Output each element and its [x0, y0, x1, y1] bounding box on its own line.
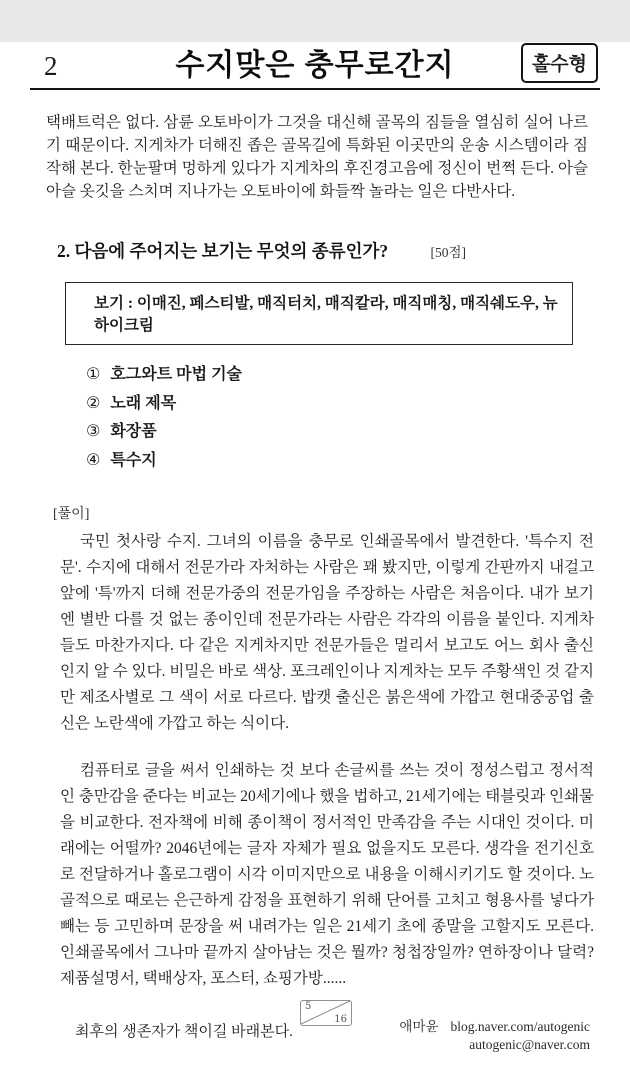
answer-option-4 [86, 446, 630, 475]
option-2-label: 노래 제목 [110, 394, 177, 412]
exam-type-badge: 홀수형 [521, 43, 598, 83]
page-header [30, 42, 600, 90]
answer-options [86, 360, 630, 474]
closing-remark: 최후의 생존자가 책이길 바래본다. [75, 1024, 293, 1040]
author-line [399, 1018, 590, 1036]
solution-paragraph-2: 컴퓨터로 글을 써서 인쇄하는 것 보다 손글씨를 쓰는 것이 정성스럽고 정서적인 충만감을 준다는 비교는 20세기에나 했을 법하고, 21세기에는 태블릿과 인쇄물을 비교한다. 전자책에 비해 종이책이 정서적인 만족감을 주는 시대인 것이다. 미래에는 어떨까? 2046년에는 글자 자체가 필요 없을지도 모른다. 생각을 전기신호로 전달하거나 홀로그램이 시각 이미지만으로 내용을 이해시키기도 할 것이다. 노골적으로 때로는 은근하게 감정을 표현하기 위해 단어를 고치고 형용사를 넣다가 빼는 등 고민하며 문장을 써 내려가는 일은 21세기 초에 종말을 고할지도 모른다. 인쇄골목에서 그나마 끝까지 살아남는 것은 뭘까? 청첩장일까? 연하장이나 달력? 제품설명서, 택배상자, 포스터, 쇼핑가방...... [60, 762, 594, 987]
option-4-label: 특수지 [110, 451, 157, 469]
answer-option-1 [86, 360, 630, 389]
page-position-indicator [300, 1000, 352, 1026]
author-block [399, 1018, 590, 1054]
example-choices-box: 보기 : 이매진, 페스티발, 매직터치, 매직칼라, 매직매칭, 매직쉐도우, 뉴하이크림 [65, 282, 573, 345]
total-page-count: 16 [334, 1014, 347, 1025]
option-3-marker: ③ [86, 421, 101, 440]
author-name: 애마윤 [399, 1019, 439, 1034]
page-title: 수지맞은 충무로간지 [175, 49, 455, 82]
current-page-count: 5 [305, 1001, 312, 1012]
answer-option-2 [86, 389, 630, 418]
option-4-marker: ④ [86, 449, 101, 469]
intro-paragraph: 택배트럭은 없다. 삼륜 오토바이가 그것을 대신해 골목의 짐들을 열심히 실어 나르기 때문이다. 지게차가 더해진 좁은 골목길에 특화된 이곳만의 운송 시스템이라 짐작해 본다. 한눈팔며 멍하게 있다가 지게차의 후진경고음에 정신이 번쩍 든다. 아슬아슬 옷깃을 스치며 지나가는 오토바이에 화들짝 놀라는 일은 다반사다. [46, 114, 588, 200]
solution-label: [풀이] [53, 507, 90, 522]
answer-option-3 [86, 417, 630, 446]
solution-paragraph-1: 국민 첫사랑 수지. 그녀의 이름을 충무로 인쇄골목에서 발견한다. '특수지 전문'. 수지에 대해서 전문가라 자처하는 사람은 꽤 봤지만, 이렇게 간판까지 내걸고 앞에 '특'까지 더해 전문가중의 전문가임을 주장하는 사람은 처음이다. 내가 보기엔 별반 다를 것 없는 종이인데 전문가라는 사람은 각각의 이름을 붙인다. 지게차들도 마찬가지다. 다 같은 지게차지만 전문가들은 멀리서 보고도 어느 회사 출신인지 알 수 있다. 비밀은 바로 색상. 포크레인이나 지게차는 모두 주황색인 것 같지만 제조사별로 그 색이 서로 다르다. 밥캣 출신은 붉은색에 가깝고 현대중공업 출신은 노란색에 가깝고 하는 식이다. [60, 533, 594, 732]
exam-zine-page [0, 42, 630, 1066]
question-number: 2. [57, 241, 71, 261]
question-heading [57, 238, 590, 263]
question-points: [50점] [430, 245, 467, 260]
question-text: 다음에 주어지는 보기는 무엇의 종류인가? [74, 241, 389, 261]
page-number: 2 [44, 51, 58, 81]
option-1-marker: ① [86, 364, 101, 383]
option-2-marker: ② [86, 392, 101, 412]
author-blog-url: blog.naver.com/autogenic [450, 1019, 590, 1034]
option-3-label: 화장품 [110, 423, 157, 440]
author-email: autogenic@naver.com [469, 1037, 590, 1052]
option-1-label: 호그와트 마법 기술 [110, 366, 242, 383]
